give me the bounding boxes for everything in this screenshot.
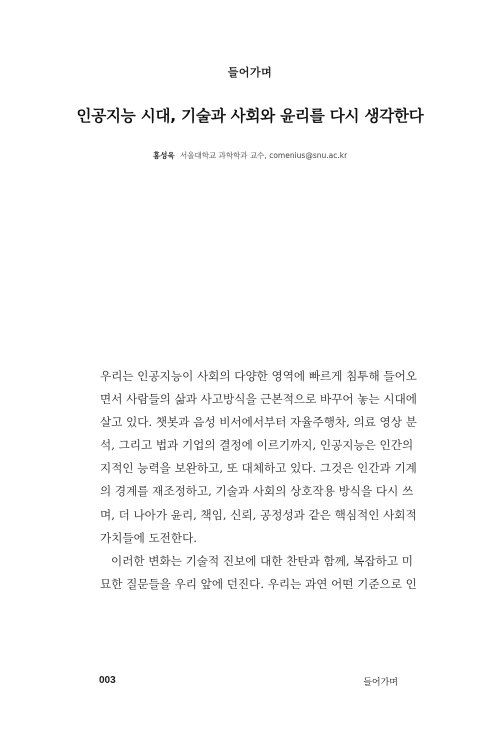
page-number: 003: [99, 675, 116, 686]
author-name: 홍성욱: [152, 151, 175, 160]
author-line: [0, 150, 500, 161]
body-line: 묘한 질문들을 우리 앞에 던진다. 우리는 과연 어떤 기준으로 인: [100, 576, 417, 591]
body-line: 살고 있다. 챗봇과 음성 비서에서부터 자율주행차, 의료 영상 분: [100, 415, 417, 430]
body-line: 면서 사람들의 삶과 사고방식을 근본적으로 바꾸어 놓는 시대에: [100, 392, 417, 407]
body-line: 가치들에 도전한다.: [100, 530, 197, 545]
body-line: 이러한 변화는 기술적 진보에 대한 찬탄과 함께, 복잡하고 미: [111, 553, 413, 568]
body-line: 의 경계를 재조정하고, 기술과 사회의 상호작용 방식을 다시 쓰: [100, 484, 414, 499]
body-text: [100, 365, 417, 596]
body-line: 지적인 능력을 보완하고, 또 대체하고 있다. 그것은 인간과 기계: [100, 461, 417, 476]
author-affiliation: 서울대학교 과학학과 교수, comenius@snu.ac.kr: [179, 151, 348, 160]
section-label: 들어가며: [227, 67, 273, 79]
body-line: 우리는 인공지능이 사회의 다양한 영역에 빠르게 침투해 들어오: [100, 369, 417, 383]
body-line: 며, 더 나아가 윤리, 책임, 신뢰, 공정성과 같은 핵심적인 사회적: [100, 507, 417, 522]
footer-section-label: 들어가며: [363, 678, 398, 688]
page-title: 인공지능 시대, 기술과 사회와 윤리를 다시 생각한다: [76, 107, 424, 125]
body-line: 석, 그리고 법과 기업의 결정에 이르기까지, 인공지능은 인간의: [100, 438, 414, 453]
